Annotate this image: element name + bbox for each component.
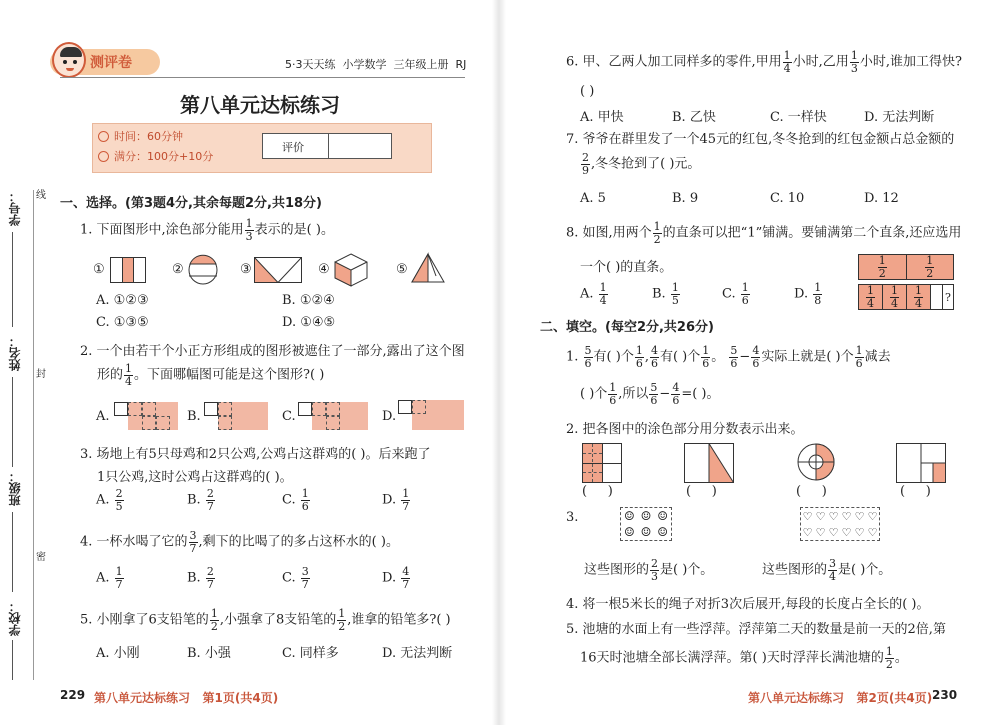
- q5-stem: 5. 小刚拿了6支铅笔的 $\frac{1}{2}$ ,小强拿了8支铅笔的 $\frac{1}{2}$ ,谁拿的铅笔多?( ): [80, 607, 451, 633]
- f2-blank-4[interactable]: ( ): [900, 484, 931, 499]
- smile-icon: ☺: [657, 525, 669, 539]
- q2-opt-d[interactable]: D.: [382, 409, 397, 424]
- heart-icon: ♡: [828, 525, 839, 539]
- q4-opt-a[interactable]: A. $\frac{1}{7}$: [96, 565, 123, 591]
- q4-stem: 4. 一杯水喝了它的 $\frac{3}{7}$ ,剩下的比喝了的多占这杯水的( )。: [80, 529, 399, 555]
- f2-text: 2. 把各图中的涂色部分用分数表示出来。: [566, 422, 804, 437]
- q7-line2: $\frac{2}{9}$ ,冬冬抢到了( )元。: [582, 151, 701, 177]
- q8-bar-top: $\frac{1}{2}$ $\frac{1}{2}$: [858, 254, 954, 280]
- q2-fig-c: [298, 402, 368, 430]
- q3-opt-c[interactable]: C. $\frac{1}{6}$: [282, 487, 309, 513]
- check-icon: [98, 151, 109, 162]
- footer-left-text: 第八单元达标练习 第1页(共4页): [94, 691, 279, 705]
- q1-num-1: ①: [93, 262, 105, 277]
- header-rule: [60, 77, 465, 78]
- eval-divider: [328, 133, 329, 159]
- q8-opt-c[interactable]: C. $\frac{1}{6}$: [722, 281, 749, 307]
- q1-stem: 1. 下面图形中,涂色部分能用 $\frac{1}{3}$ 表示的是( )。: [80, 217, 334, 243]
- heart-icon: ♡: [828, 509, 839, 523]
- q1-opt-a[interactable]: A. ①②③: [96, 293, 149, 308]
- q4-opt-d[interactable]: D. $\frac{4}{7}$: [382, 565, 410, 591]
- badge-label: 测评卷: [90, 55, 132, 71]
- heart-icon: ♡: [815, 509, 826, 523]
- q3-opt-d[interactable]: D. $\frac{1}{7}$: [382, 487, 410, 513]
- q6-opt-c[interactable]: C. 一样快: [770, 110, 827, 125]
- q2-opt-c[interactable]: C.: [282, 409, 296, 424]
- q7-opt-a[interactable]: A. 5: [580, 191, 606, 206]
- q1-num-5: ⑤: [396, 262, 408, 277]
- f2-fig-2: [684, 443, 734, 483]
- book-info: 5·3天天练 小学数学 三年级上册 RJ: [285, 58, 467, 71]
- f3-text-1: 这些图形的 $\frac{2}{3}$ 是( )个。: [584, 557, 714, 583]
- q2-line2: 形的 $\frac{1}{4}$ 。下面哪幅图可能是这个图形?( ): [97, 362, 325, 388]
- clock-icon: [98, 131, 109, 142]
- f2-blank-2[interactable]: ( ): [686, 484, 717, 499]
- page-title: 第八单元达标练习: [180, 93, 340, 117]
- f2-blank-1[interactable]: ( ): [582, 484, 613, 499]
- q1-num-3: ③: [240, 262, 252, 277]
- q8-bar-bottom: $\frac{1}{4}$ $\frac{1}{4}$ $\frac{1}{4}$ ?: [858, 284, 954, 310]
- q1-num-4: ④: [318, 262, 330, 277]
- gutter-rule: [12, 377, 13, 467]
- q7-opt-b[interactable]: B. 9: [672, 191, 699, 206]
- f3-smiles-box: [620, 507, 672, 541]
- smile-icon: ☺: [623, 525, 635, 539]
- q1-opt-b[interactable]: B. ①②④: [282, 293, 335, 308]
- book-spine: [492, 0, 506, 725]
- heart-icon: ♡: [867, 509, 878, 523]
- f4-text: 4. 将一根5米长的绳子对折3次后展开,每段的长度占全长的( )。: [566, 597, 930, 612]
- smile-icon: ☺: [640, 509, 652, 523]
- q8-opt-b[interactable]: B. $\frac{1}{5}$: [652, 281, 679, 307]
- section1-title: 一、选择。(第3题4分,其余每题2分,共18分): [60, 196, 322, 211]
- q2-fig-a: [114, 402, 178, 430]
- gutter-mi: 密: [36, 552, 46, 563]
- q6-stem: 6. 甲、乙两人加工同样多的零件,甲用 $\frac{1}{4}$ 小时,乙用 $\frac{1}{3}$ 小时,谁加工得快?: [566, 49, 962, 75]
- q2-fig-d: [398, 400, 464, 430]
- q7-opt-c[interactable]: C. 10: [770, 191, 805, 206]
- heart-icon: ♡: [815, 525, 826, 539]
- q6-opt-d[interactable]: D. 无法判断: [864, 110, 935, 125]
- q8-question-mark: ?: [945, 290, 951, 304]
- q1-opt-d[interactable]: D. ①④⑤: [282, 315, 336, 330]
- mascot-icon: [52, 42, 86, 78]
- q7-opt-d[interactable]: D. 12: [864, 191, 899, 206]
- heart-icon: ♡: [854, 509, 865, 523]
- q3-opt-b[interactable]: B. $\frac{2}{7}$: [187, 487, 214, 513]
- q3-opt-a[interactable]: A. $\frac{2}{5}$: [96, 487, 123, 513]
- q1-shape-5: [410, 252, 446, 286]
- q8-line2: 一个( )的直条。: [580, 260, 673, 275]
- heart-icon: ♡: [841, 509, 852, 523]
- gutter-xuexiao: 学校：: [8, 600, 22, 636]
- q1-shape-3: [254, 257, 302, 283]
- q2-fig-b: [204, 402, 268, 430]
- f2-fig-1: [582, 443, 622, 483]
- gutter-xingming: 姓名：: [8, 335, 22, 371]
- q2-frac: $\frac{1}{4}$: [125, 362, 133, 388]
- q1-shape-2: [186, 254, 220, 286]
- gutter-rule: [12, 512, 13, 592]
- q5-opt-a[interactable]: A. 小刚: [96, 646, 140, 661]
- score-text: 满分：100分+10分: [114, 150, 214, 163]
- q1-shape-4: [333, 252, 369, 288]
- q6-opt-b[interactable]: B. 乙快: [672, 110, 716, 125]
- q6-opt-a[interactable]: A. 甲快: [580, 110, 624, 125]
- gutter-rule: [12, 232, 13, 327]
- heart-icon: ♡: [841, 525, 852, 539]
- smile-icon: ☺: [657, 509, 669, 523]
- gutter-banji: 班级：: [8, 470, 22, 506]
- f2-blank-3[interactable]: ( ): [796, 484, 827, 499]
- q4-opt-b[interactable]: B. $\frac{2}{7}$: [187, 565, 214, 591]
- section2-title: 二、填空。(每空2分,共26分): [540, 320, 714, 335]
- q5-opt-c[interactable]: C. 同样多: [282, 646, 339, 661]
- page-number-left: 229: [60, 688, 86, 702]
- time-text: 时间：60分钟: [114, 130, 183, 143]
- f5-line1: 5. 池塘的水面上有一些浮萍。浮萍第二天的数量是前一天的2倍,第: [566, 622, 946, 637]
- q1-frac: $\frac{1}{3}$: [245, 217, 253, 243]
- f1-line1: 1. $\frac{5}{6}$ 有( )个 $\frac{1}{6}$ , $\frac{4}{6}$ 有( )个 $\frac{1}{6}$ 。 $\frac{5}{6}$ − $\frac{4}{6}$ 实际上就是( )个 $\frac{1}{6}$ 减去: [566, 344, 891, 370]
- q3-line1: 3. 场地上有5只母鸡和2只公鸡,公鸡占这群鸡的( )。后来跑了: [80, 447, 431, 462]
- f5-line2: 16天时池塘全部长满浮萍。第( )天时浮萍长满池塘的 $\frac{1}{2}$ 。: [580, 645, 908, 671]
- f1-line2: ( )个 $\frac{1}{6}$ ,所以 $\frac{5}{6}$ − $\frac{4}{6}$ =( )。: [580, 381, 720, 407]
- smile-icon: ☺: [640, 525, 652, 539]
- page-number-right: 230: [932, 688, 958, 702]
- q8-opt-d[interactable]: D. $\frac{1}{8}$: [794, 281, 822, 307]
- q8-stem: 8. 如图,用两个 $\frac{1}{2}$ 的直条可以把“1”铺满。要铺满第二个直条,还应选用: [566, 220, 962, 246]
- f3-hearts-box: [800, 507, 880, 541]
- q2-line1: 2. 一个由若干个小正方形组成的图形被遮住了一部分,露出了这个图: [80, 344, 465, 359]
- f3-num: 3.: [566, 510, 579, 525]
- q5-opt-b[interactable]: B. 小强: [187, 646, 231, 661]
- q8-opt-a[interactable]: A. $\frac{1}{4}$: [580, 281, 607, 307]
- q4-opt-c[interactable]: C. $\frac{3}{7}$: [282, 565, 309, 591]
- q1-num-2: ②: [172, 262, 184, 277]
- q6-paren[interactable]: ( ): [580, 84, 595, 99]
- eval-label: 评价: [282, 141, 304, 154]
- q1-shape-1: [110, 257, 146, 283]
- f3-text-2: 这些图形的 $\frac{3}{4}$ 是( )个。: [762, 557, 892, 583]
- q7-line1: 7. 爷爷在群里发了一个45元的红包,冬冬抢到的红包金额占总金额的: [566, 132, 955, 147]
- q2-opt-a[interactable]: A.: [96, 409, 110, 424]
- gutter-xian: 线: [36, 190, 46, 201]
- smile-icon: ☺: [623, 509, 635, 523]
- gutter-xuehao: 学号：: [8, 190, 22, 226]
- footer-right-text: 第八单元达标练习 第2页(共4页): [748, 691, 933, 705]
- q3-line2: 1只公鸡,这时公鸡占这群鸡的( )。: [97, 470, 293, 485]
- f2-fig-3: [796, 442, 836, 482]
- q1-opt-c[interactable]: C. ①③⑤: [96, 315, 149, 330]
- heart-icon: ♡: [802, 525, 813, 539]
- heart-icon: ♡: [802, 509, 813, 523]
- gutter-line: [33, 190, 34, 680]
- gutter-rule: [12, 640, 13, 680]
- heart-icon: ♡: [867, 525, 878, 539]
- gutter-feng: 封: [36, 369, 46, 380]
- q2-opt-b[interactable]: B.: [187, 409, 201, 424]
- q5-opt-d[interactable]: D. 无法判断: [382, 646, 453, 661]
- heart-icon: ♡: [854, 525, 865, 539]
- f2-fig-4: [896, 443, 946, 483]
